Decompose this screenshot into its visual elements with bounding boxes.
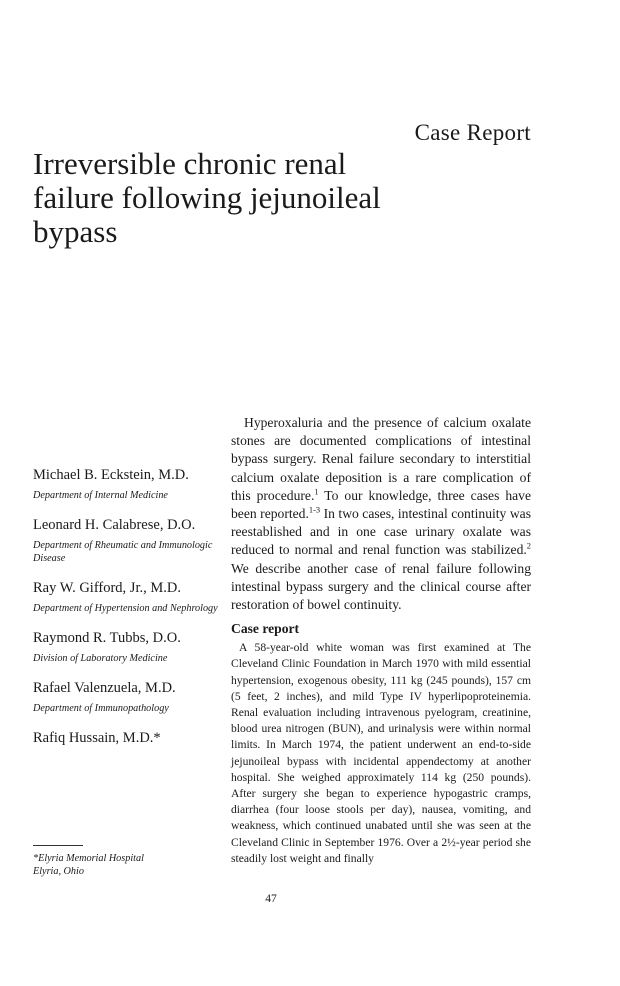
reference-mark: 1-3	[308, 504, 321, 515]
author-department: Division of Laboratory Medicine	[33, 653, 168, 664]
intro-text: Hyperoxaluria and the presence of calcium oxalate stones are documented complications of intestinal bypass surgery. Renal failure secondary to interstitial calcium oxalate deposition is a rare complication of this procedure.	[231, 415, 531, 503]
title-line: failure following jejunoileal	[33, 180, 381, 215]
author-name: Rafael Valenzuela, M.D.	[33, 680, 176, 696]
author-entry	[33, 629, 223, 665]
footnote-line: *Elyria Memorial Hospital	[33, 853, 144, 864]
footnote	[33, 852, 223, 878]
page-number: 47	[265, 892, 277, 905]
author-entry	[33, 679, 223, 715]
author-name: Ray W. Gifford, Jr., M.D.	[33, 580, 181, 596]
intro-text: To our knowledge, three cases have been reported.	[231, 487, 531, 522]
author-entry	[33, 516, 223, 565]
reference-mark: 2	[526, 540, 531, 551]
author-name: Leonard H. Calabrese, D.O.	[33, 517, 196, 533]
author-department: Department of Hypertension and Nephrology	[33, 603, 218, 614]
reference-mark: 1	[314, 486, 319, 497]
title-line: bypass	[33, 214, 118, 249]
section-label: Case Report	[414, 120, 531, 145]
author-list	[33, 466, 223, 761]
footnote-line: Elyria, Ohio	[33, 866, 84, 877]
author-name: Michael B. Eckstein, M.D.	[33, 467, 189, 483]
author-department: Department of Immunopathology	[33, 703, 169, 714]
intro-text: We describe another case of renal failure following intestinal bypass surgery and the clinical course after restoration of bowel continuity.	[231, 560, 531, 613]
section-heading: Case report	[231, 621, 300, 637]
author-entry	[33, 466, 223, 502]
author-department: Department of Internal Medicine	[33, 490, 168, 501]
title-line: Irreversible chronic renal	[33, 146, 347, 181]
footnote-divider	[33, 845, 83, 846]
intro-paragraph	[231, 414, 531, 614]
body-column	[231, 414, 531, 867]
author-name: Raymond R. Tubbs, D.O.	[33, 630, 181, 646]
article-title	[33, 147, 553, 249]
author-entry	[33, 729, 223, 747]
author-entry	[33, 579, 223, 615]
intro-text: In two cases, intestinal continuity was reestablished and in one case urinary oxalate was reduced to normal and renal function was stabilized.	[231, 506, 531, 558]
author-name: Rafiq Hussain, M.D.*	[33, 730, 161, 746]
case-report-paragraph: A 58-year-old white woman was first examined at The Cleveland Clinic Foundation in March 1970 with mild essential hypertension, exogenous obesity, 111 kg (245 pounds), 157 cm (5 feet, 2 inches), and mild Type IV hyperlipoproteinemia. Renal evaluation including intravenous pyelogram, creatinine, blood urea nitrogen (BUN), and urinalysis were within normal limits. In March 1974, the patient underwent an end-to-side jejunoileal bypass with incidental appendectomy at another hospital. She weighed approximately 114 kg (250 pounds). After surgery she began to experience hypogastric cramps, diarrhea (four loose stools per day), nausea, vomiting, and weakness, which continued unabated until she was seen at the Cleveland Clinic in September 1976. Over a 2½-year period she steadily lost weight and finally	[231, 641, 531, 865]
author-department: Department of Rheumatic and Immunologic Disease	[33, 540, 213, 564]
